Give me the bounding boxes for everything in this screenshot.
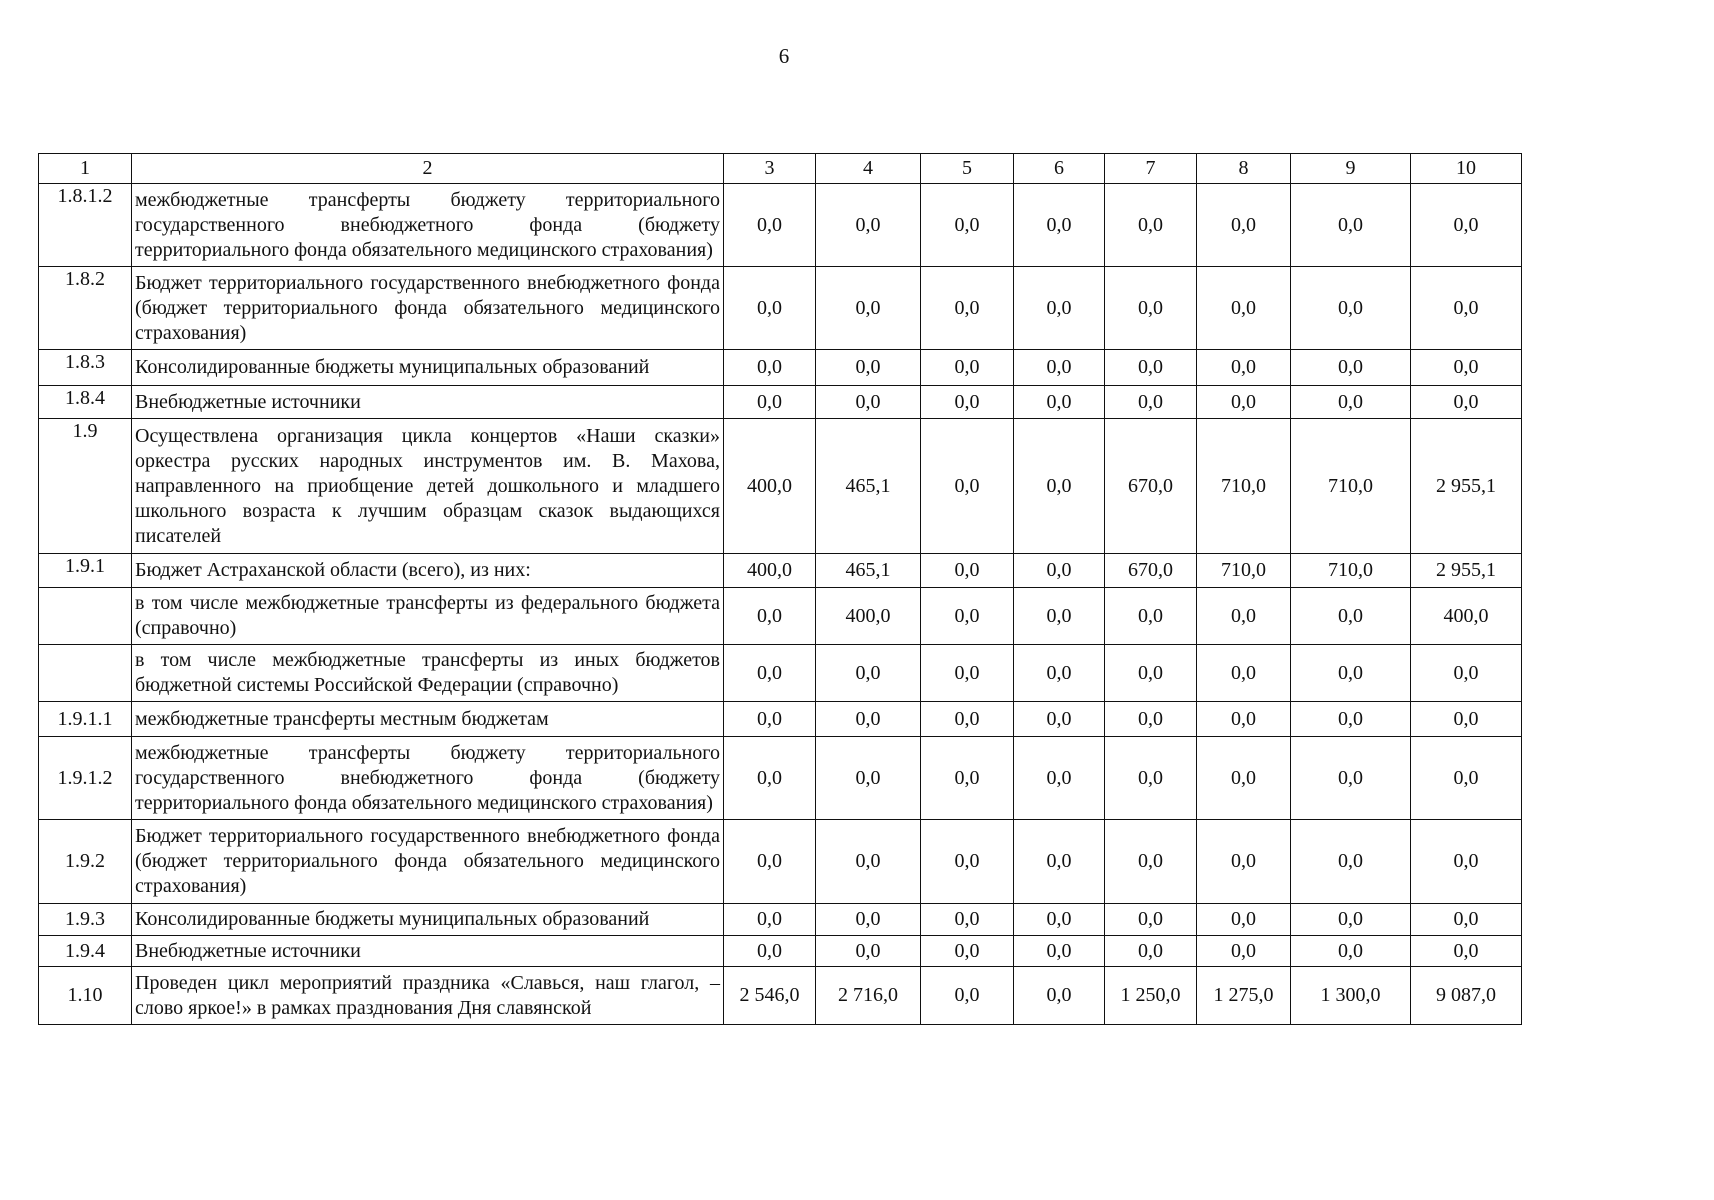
row-value-col-8: 0,0 (1197, 184, 1291, 267)
table-row (39, 554, 1522, 588)
budget-table (38, 153, 1522, 1025)
row-value-col-5: 0,0 (921, 554, 1014, 588)
row-description: межбюджетные трансферты бюджету территориального государственного внебюджетного фонда (бюджету территориального фонда обязательного медицинского страхования) (132, 184, 724, 267)
row-value-col-5: 0,0 (921, 820, 1014, 904)
row-value-col-7: 0,0 (1105, 267, 1197, 350)
row-value-col-7: 0,0 (1105, 936, 1197, 967)
row-value-col-7: 0,0 (1105, 645, 1197, 702)
row-value-col-3: 0,0 (724, 904, 816, 936)
row-value-col-5: 0,0 (921, 904, 1014, 936)
row-value-col-4: 0,0 (816, 820, 921, 904)
row-value-col-5: 0,0 (921, 936, 1014, 967)
header-col-3: 3 (724, 154, 816, 184)
row-value-col-3: 0,0 (724, 267, 816, 350)
row-value-col-8: 0,0 (1197, 588, 1291, 645)
row-value-col-6: 0,0 (1014, 350, 1105, 386)
table-row (39, 267, 1522, 350)
row-value-col-3: 400,0 (724, 554, 816, 588)
row-value-col-6: 0,0 (1014, 737, 1105, 820)
table-row (39, 386, 1522, 419)
row-value-col-6: 0,0 (1014, 820, 1105, 904)
row-value-col-4: 0,0 (816, 184, 921, 267)
row-value-col-4: 0,0 (816, 936, 921, 967)
row-code: 1.8.2 (39, 267, 132, 350)
row-value-col-8: 1 275,0 (1197, 967, 1291, 1025)
row-value-col-6: 0,0 (1014, 702, 1105, 737)
table-header (39, 154, 1522, 184)
row-value-col-10: 9 087,0 (1411, 967, 1522, 1025)
row-value-col-4: 2 716,0 (816, 967, 921, 1025)
row-value-col-8: 0,0 (1197, 904, 1291, 936)
row-value-col-5: 0,0 (921, 588, 1014, 645)
row-value-col-4: 0,0 (816, 702, 921, 737)
table-row (39, 904, 1522, 936)
row-value-col-6: 0,0 (1014, 904, 1105, 936)
row-value-col-5: 0,0 (921, 267, 1014, 350)
row-value-col-9: 0,0 (1291, 820, 1411, 904)
row-value-col-8: 0,0 (1197, 350, 1291, 386)
row-code: 1.8.4 (39, 386, 132, 419)
row-value-col-9: 0,0 (1291, 267, 1411, 350)
row-value-col-3: 0,0 (724, 350, 816, 386)
row-code: 1.8.1.2 (39, 184, 132, 267)
row-value-col-3: 0,0 (724, 386, 816, 419)
row-value-col-9: 0,0 (1291, 386, 1411, 419)
row-value-col-4: 0,0 (816, 737, 921, 820)
row-value-col-6: 0,0 (1014, 936, 1105, 967)
row-code: 1.9.1.2 (39, 737, 132, 820)
table-row (39, 737, 1522, 820)
row-description: Осуществлена организация цикла концертов «Наши сказки» оркестра русских народных инструментов им. В. Махова, направленного на приобщение детей дошкольного и младшего школьного возраста к лучшим образцам сказок выдающихся писателей (132, 419, 724, 554)
header-col-10: 10 (1411, 154, 1522, 184)
row-description: в том числе межбюджетные трансферты из федерального бюджета (справочно) (132, 588, 724, 645)
row-value-col-3: 0,0 (724, 645, 816, 702)
row-value-col-10: 0,0 (1411, 386, 1522, 419)
header-col-7: 7 (1105, 154, 1197, 184)
row-value-col-5: 0,0 (921, 967, 1014, 1025)
row-value-col-10: 0,0 (1411, 904, 1522, 936)
row-description: Бюджет территориального государственного внебюджетного фонда (бюджет территориального фонда обязательного медицинского страхования) (132, 820, 724, 904)
row-value-col-3: 0,0 (724, 588, 816, 645)
row-value-col-7: 0,0 (1105, 904, 1197, 936)
row-value-col-9: 0,0 (1291, 904, 1411, 936)
row-code: 1.9.1 (39, 554, 132, 588)
row-value-col-8: 0,0 (1197, 267, 1291, 350)
table-row (39, 645, 1522, 702)
row-value-col-3: 0,0 (724, 820, 816, 904)
header-col-5: 5 (921, 154, 1014, 184)
row-value-col-6: 0,0 (1014, 267, 1105, 350)
row-value-col-8: 0,0 (1197, 936, 1291, 967)
row-value-col-10: 0,0 (1411, 702, 1522, 737)
row-description: в том числе межбюджетные трансферты из иных бюджетов бюджетной системы Российской Федерации (справочно) (132, 645, 724, 702)
row-value-col-9: 0,0 (1291, 936, 1411, 967)
row-value-col-3: 400,0 (724, 419, 816, 554)
row-value-col-3: 0,0 (724, 702, 816, 737)
table-row (39, 702, 1522, 737)
row-value-col-7: 670,0 (1105, 419, 1197, 554)
row-value-col-5: 0,0 (921, 350, 1014, 386)
table-row (39, 184, 1522, 267)
row-value-col-10: 400,0 (1411, 588, 1522, 645)
row-value-col-7: 0,0 (1105, 702, 1197, 737)
row-value-col-5: 0,0 (921, 419, 1014, 554)
row-code: 1.9.1.1 (39, 702, 132, 737)
row-value-col-4: 465,1 (816, 554, 921, 588)
row-value-col-9: 0,0 (1291, 737, 1411, 820)
row-value-col-7: 0,0 (1105, 386, 1197, 419)
row-value-col-9: 0,0 (1291, 588, 1411, 645)
row-value-col-7: 1 250,0 (1105, 967, 1197, 1025)
table-row (39, 936, 1522, 967)
row-value-col-6: 0,0 (1014, 419, 1105, 554)
row-value-col-8: 710,0 (1197, 419, 1291, 554)
row-code: 1.10 (39, 967, 132, 1025)
row-value-col-8: 0,0 (1197, 820, 1291, 904)
header-row (39, 154, 1522, 184)
row-value-col-4: 400,0 (816, 588, 921, 645)
row-value-col-4: 0,0 (816, 386, 921, 419)
table-row (39, 820, 1522, 904)
row-value-col-9: 710,0 (1291, 419, 1411, 554)
row-value-col-10: 0,0 (1411, 184, 1522, 267)
row-value-col-8: 0,0 (1197, 702, 1291, 737)
row-value-col-4: 0,0 (816, 645, 921, 702)
row-description: Проведен цикл мероприятий праздника «Славься, наш глагол, – слово яркое!» в рамках празднования Дня славянской (132, 967, 724, 1025)
row-value-col-10: 0,0 (1411, 645, 1522, 702)
row-value-col-6: 0,0 (1014, 386, 1105, 419)
row-value-col-4: 465,1 (816, 419, 921, 554)
row-description: Бюджет территориального государственного внебюджетного фонда (бюджет территориального фонда обязательного медицинского страхования) (132, 267, 724, 350)
row-value-col-10: 0,0 (1411, 737, 1522, 820)
row-value-col-5: 0,0 (921, 737, 1014, 820)
row-value-col-8: 0,0 (1197, 645, 1291, 702)
row-value-col-5: 0,0 (921, 702, 1014, 737)
row-value-col-6: 0,0 (1014, 645, 1105, 702)
row-code (39, 588, 132, 645)
row-value-col-6: 0,0 (1014, 967, 1105, 1025)
row-value-col-3: 2 546,0 (724, 967, 816, 1025)
row-value-col-4: 0,0 (816, 904, 921, 936)
row-value-col-6: 0,0 (1014, 588, 1105, 645)
row-value-col-3: 0,0 (724, 184, 816, 267)
row-code: 1.9.4 (39, 936, 132, 967)
row-value-col-7: 0,0 (1105, 737, 1197, 820)
row-value-col-10: 0,0 (1411, 936, 1522, 967)
row-description: Консолидированные бюджеты муниципальных образований (132, 350, 724, 386)
row-code (39, 645, 132, 702)
row-value-col-8: 0,0 (1197, 737, 1291, 820)
row-value-col-5: 0,0 (921, 184, 1014, 267)
row-value-col-10: 0,0 (1411, 350, 1522, 386)
row-code: 1.9.2 (39, 820, 132, 904)
row-code: 1.9.3 (39, 904, 132, 936)
row-value-col-5: 0,0 (921, 386, 1014, 419)
page-number: 6 (778, 44, 790, 68)
row-value-col-7: 0,0 (1105, 350, 1197, 386)
row-value-col-4: 0,0 (816, 350, 921, 386)
row-code: 1.8.3 (39, 350, 132, 386)
row-description: межбюджетные трансферты бюджету территориального государственного внебюджетного фонда (бюджету территориального фонда обязательного медицинского страхования) (132, 737, 724, 820)
header-col-9: 9 (1291, 154, 1411, 184)
row-description: межбюджетные трансферты местным бюджетам (132, 702, 724, 737)
row-value-col-10: 2 955,1 (1411, 419, 1522, 554)
row-value-col-7: 0,0 (1105, 588, 1197, 645)
header-col-4: 4 (816, 154, 921, 184)
row-value-col-10: 0,0 (1411, 267, 1522, 350)
row-value-col-9: 1 300,0 (1291, 967, 1411, 1025)
row-code: 1.9 (39, 419, 132, 554)
row-value-col-5: 0,0 (921, 645, 1014, 702)
row-value-col-9: 0,0 (1291, 350, 1411, 386)
row-value-col-8: 710,0 (1197, 554, 1291, 588)
header-col-6: 6 (1014, 154, 1105, 184)
table-row (39, 419, 1522, 554)
row-description: Внебюджетные источники (132, 386, 724, 419)
row-value-col-7: 670,0 (1105, 554, 1197, 588)
row-value-col-9: 0,0 (1291, 184, 1411, 267)
header-col-2: 2 (132, 154, 724, 184)
row-value-col-9: 0,0 (1291, 645, 1411, 702)
header-col-1: 1 (39, 154, 132, 184)
row-value-col-3: 0,0 (724, 737, 816, 820)
row-value-col-9: 710,0 (1291, 554, 1411, 588)
row-value-col-8: 0,0 (1197, 386, 1291, 419)
row-value-col-4: 0,0 (816, 267, 921, 350)
row-value-col-6: 0,0 (1014, 554, 1105, 588)
row-value-col-6: 0,0 (1014, 184, 1105, 267)
table-row (39, 588, 1522, 645)
table-body (39, 184, 1522, 1025)
row-value-col-10: 0,0 (1411, 820, 1522, 904)
row-description: Внебюджетные источники (132, 936, 724, 967)
row-description: Бюджет Астраханской области (всего), из них: (132, 554, 724, 588)
row-value-col-3: 0,0 (724, 936, 816, 967)
row-value-col-9: 0,0 (1291, 702, 1411, 737)
row-description: Консолидированные бюджеты муниципальных образований (132, 904, 724, 936)
table-row (39, 967, 1522, 1025)
row-value-col-7: 0,0 (1105, 820, 1197, 904)
header-col-8: 8 (1197, 154, 1291, 184)
row-value-col-7: 0,0 (1105, 184, 1197, 267)
table-row (39, 350, 1522, 386)
row-value-col-10: 2 955,1 (1411, 554, 1522, 588)
